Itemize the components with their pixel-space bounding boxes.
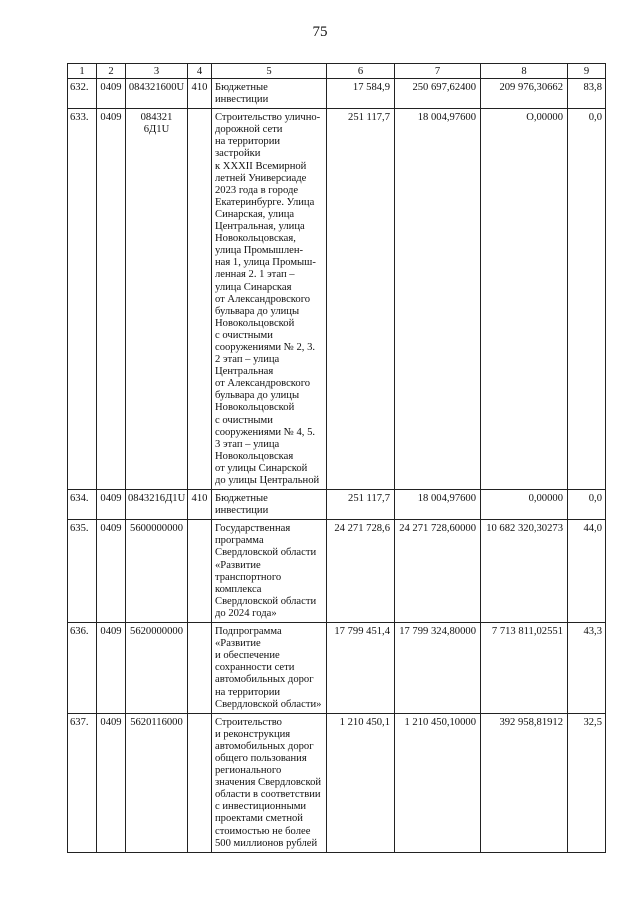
planned-amount: 17 584,9 [327,79,395,109]
item-name: Строительство и реконструкция автомобильных дорог общего пользования регионального значения Свердловской области в соответствии с инвестиционными проектами сметной стоимостью не более 500 миллионов рублей [212,713,327,852]
target-article-code: 084321600U [126,79,188,109]
row-number: 633. [68,109,97,490]
expense-type-code [188,520,212,623]
row-number: 635. [68,520,97,623]
table-row [68,109,606,490]
target-article-code: 5600000000 [126,520,188,623]
header-col-2: 2 [97,64,126,79]
execution-percent: 44,0 [568,520,606,623]
table-row [68,490,606,520]
header-row [68,64,606,79]
header-col-4: 4 [188,64,212,79]
budget-table [67,63,606,853]
approved-amount: 18 004,97600 [395,109,481,490]
section-code: 0409 [97,490,126,520]
execution-percent: 0,0 [568,490,606,520]
target-article-code: 084321 6Д1U [126,109,188,490]
section-code: 0409 [97,79,126,109]
section-code: 0409 [97,713,126,852]
approved-amount: 24 271 728,60000 [395,520,481,623]
executed-amount: O,00000 [481,109,568,490]
item-name: Государственная программа Свердловской области «Развитие транспортного комплекса Свердловской области до 2024 года» [212,520,327,623]
row-number: 637. [68,713,97,852]
expense-type-code: 410 [188,79,212,109]
approved-amount: 250 697,62400 [395,79,481,109]
row-number: 632. [68,79,97,109]
executed-amount: 392 958,81912 [481,713,568,852]
header-col-5: 5 [212,64,327,79]
execution-percent: 43,3 [568,623,606,714]
executed-amount: 0,00000 [481,490,568,520]
approved-amount: 18 004,97600 [395,490,481,520]
header-col-9: 9 [568,64,606,79]
table-row [68,623,606,714]
header-col-8: 8 [481,64,568,79]
planned-amount: 251 117,7 [327,490,395,520]
target-article-code: 5620116000 [126,713,188,852]
planned-amount: 1 210 450,1 [327,713,395,852]
expense-type-code [188,109,212,490]
approved-amount: 17 799 324,80000 [395,623,481,714]
approved-amount: 1 210 450,10000 [395,713,481,852]
item-name: Бюджетные инвестиции [212,490,327,520]
target-article-code: 5620000000 [126,623,188,714]
header-col-6: 6 [327,64,395,79]
row-number: 636. [68,623,97,714]
executed-amount: 10 682 320,30273 [481,520,568,623]
section-code: 0409 [97,109,126,490]
header-col-1: 1 [68,64,97,79]
section-code: 0409 [97,520,126,623]
section-code: 0409 [97,623,126,714]
execution-percent: 32,5 [568,713,606,852]
execution-percent: 83,8 [568,79,606,109]
executed-amount: 209 976,30662 [481,79,568,109]
expense-type-code: 410 [188,490,212,520]
planned-amount: 17 799 451,4 [327,623,395,714]
row-number: 634. [68,490,97,520]
execution-percent: 0,0 [568,109,606,490]
planned-amount: 24 271 728,6 [327,520,395,623]
expense-type-code [188,623,212,714]
header-col-3: 3 [126,64,188,79]
item-name: Строительство улично- дорожной сети на территории застройки к XXXII Всемирной летней Универсиаде 2023 года в городе Екатеринбурге. Улица Синарская, улица Центральная, улица Новокольцовская, улица Промышлен- ная 1, улица Промыш- ленная 2. 1 этап – улица Синарская от Александровского бульвара до улицы Новокольцовской с очистными сооружениями № 2, 3. 2 этап – улица Центральная от Александровского бульвара до улицы Новокольцовской с очистными сооружениями № 4, 5. 3 этап – улица Новокольцовская от улицы Синарской до улицы Центральной [212,109,327,490]
table-row [68,79,606,109]
executed-amount: 7 713 811,02551 [481,623,568,714]
page-number: 75 [312,24,328,40]
item-name: Бюджетные инвестиции [212,79,327,109]
expense-type-code [188,713,212,852]
table-row [68,713,606,852]
target-article-code: 0843216Д1U [126,490,188,520]
table-row [68,520,606,623]
planned-amount: 251 117,7 [327,109,395,490]
item-name: Подпрограмма «Развитие и обеспечение сохранности сети автомобильных дорог на территории Свердловской области» [212,623,327,714]
header-col-7: 7 [395,64,481,79]
